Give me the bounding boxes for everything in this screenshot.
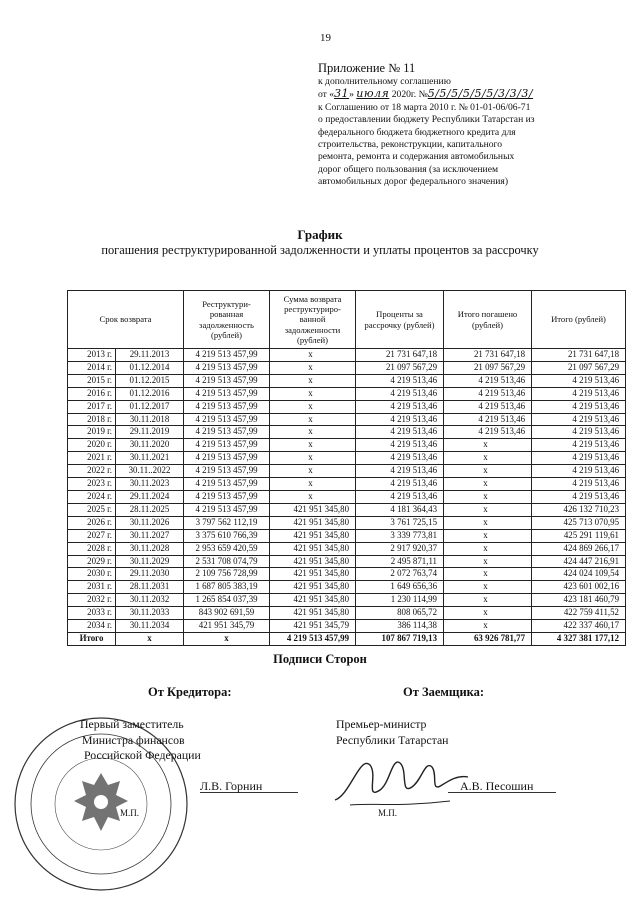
row-repaid: х <box>444 568 532 581</box>
row-year: 2032 г. <box>68 594 116 607</box>
borrower-position-line-1: Премьер-министр <box>336 717 427 731</box>
table-header-row <box>68 291 626 349</box>
row-interest: 4 181 364,43 <box>356 503 444 516</box>
row-restructured-debt: 2 531 708 074,79 <box>184 555 270 568</box>
row-repaid: х <box>444 452 532 465</box>
row-repaid: 4 219 513,46 <box>444 426 532 439</box>
row-restructured-debt: 2 953 659 420,59 <box>184 542 270 555</box>
row-interest: 3 339 773,81 <box>356 529 444 542</box>
row-restructured-debt: 4 219 513 457,99 <box>184 465 270 478</box>
row-return-sum: 421 951 345,80 <box>270 503 356 516</box>
table-row <box>68 439 626 452</box>
row-interest: 1 649 656,36 <box>356 581 444 594</box>
table-row <box>68 529 626 542</box>
row-total: 4 219 513,46 <box>532 426 626 439</box>
row-total: 4 219 513,46 <box>532 452 626 465</box>
row-return-sum: х <box>270 490 356 503</box>
table-row <box>68 387 626 400</box>
row-total: 4 219 513,46 <box>532 413 626 426</box>
row-year: 2021 г. <box>68 452 116 465</box>
row-restructured-debt: 843 902 691,59 <box>184 607 270 620</box>
row-return-sum: х <box>270 452 356 465</box>
row-return-sum: 421 951 345,80 <box>270 607 356 620</box>
row-return-sum: 421 951 345,80 <box>270 555 356 568</box>
creditor-position-line-2: Министра финансов <box>82 732 185 747</box>
table-row <box>68 503 626 516</box>
document-title: График <box>297 227 343 242</box>
appendix-line-9: автомобильных дорог федерального значения) <box>318 176 509 188</box>
page-number: 19 <box>320 32 331 44</box>
table-row <box>68 542 626 555</box>
row-return-sum: х <box>270 387 356 400</box>
table-total-row <box>68 632 626 645</box>
row-return-sum: х <box>270 361 356 374</box>
row-interest: 386 114,38 <box>356 620 444 633</box>
appendix-date-day: 31 <box>334 88 350 101</box>
row-restructured-debt: 4 219 513 457,99 <box>184 452 270 465</box>
row-date: 30.11.2029 <box>116 555 184 568</box>
row-restructured-debt: 3 797 562 112,19 <box>184 516 270 529</box>
row-interest: 4 219 513,46 <box>356 478 444 491</box>
row-total: 423 601 002,16 <box>532 581 626 594</box>
row-restructured-debt: 1 265 854 037,39 <box>184 594 270 607</box>
row-repaid: х <box>444 607 532 620</box>
appendix-block <box>318 60 630 189</box>
table-row <box>68 620 626 633</box>
header-restructured-debt: Реструктури-рованная задолженность (рублей) <box>184 291 270 349</box>
row-year: 2029 г. <box>68 555 116 568</box>
appendix-line-1: к дополнительному соглашению <box>318 76 451 87</box>
row-year: 2025 г. <box>68 503 116 516</box>
row-year: 2020 г. <box>68 439 116 452</box>
header-repaid: Итого погашено (рублей) <box>444 291 532 349</box>
row-total: 4 219 513,46 <box>532 439 626 452</box>
header-return-sum: Сумма возврата реструктуриро-ванной задолженности (рублей) <box>270 291 356 349</box>
appendix-date-month: июля <box>356 88 390 101</box>
row-return-sum: 421 951 345,79 <box>270 620 356 633</box>
row-repaid: х <box>444 439 532 452</box>
table-row <box>68 478 626 491</box>
creditor-position <box>80 717 201 764</box>
row-repaid: х <box>444 478 532 491</box>
row-date: 30.11.2027 <box>116 529 184 542</box>
table-row <box>68 594 626 607</box>
table-row <box>68 452 626 465</box>
row-total: 4 219 513,46 <box>532 374 626 387</box>
row-interest: 808 065,72 <box>356 607 444 620</box>
header-total: Итого (рублей) <box>532 291 626 349</box>
borrower-name: А.В. Песошин <box>460 779 534 793</box>
table-row <box>68 555 626 568</box>
row-interest: 4 219 513,46 <box>356 387 444 400</box>
row-total: 422 759 411,52 <box>532 607 626 620</box>
row-year: 2033 г. <box>68 607 116 620</box>
creditor-position-line-3: Российской Федерации <box>84 748 201 762</box>
row-return-sum: х <box>270 478 356 491</box>
row-return-sum: 421 951 345,80 <box>270 594 356 607</box>
row-interest: 2 072 763,74 <box>356 568 444 581</box>
row-year: 2031 г. <box>68 581 116 594</box>
appendix-agreement-number: 5/5/5/5/5/5/3/3/3/ <box>427 88 534 101</box>
row-year: 2015 г. <box>68 374 116 387</box>
borrower-signature-icon <box>330 745 470 815</box>
row-date: 30.11.2028 <box>116 542 184 555</box>
table-row <box>68 361 626 374</box>
row-total: 21 097 567,29 <box>532 361 626 374</box>
row-total: 4 219 513,46 <box>532 478 626 491</box>
row-total: 4 219 513,46 <box>532 490 626 503</box>
row-repaid: х <box>444 594 532 607</box>
row-date: 29.11.2019 <box>116 426 184 439</box>
row-date: 30.11.2020 <box>116 439 184 452</box>
row-year: 2013 г. <box>68 349 116 362</box>
row-total: 424 024 109,54 <box>532 568 626 581</box>
appendix-line-6: строительства, реконструкции, капитального <box>318 139 503 151</box>
table-row <box>68 465 626 478</box>
row-date: 29.11.2024 <box>116 490 184 503</box>
row-return-sum: 421 951 345,80 <box>270 516 356 529</box>
total-repaid: 63 926 781,77 <box>444 632 532 645</box>
row-repaid: х <box>444 581 532 594</box>
row-date: 28.11.2025 <box>116 503 184 516</box>
header-interest: Проценты за рассрочку (рублей) <box>356 291 444 349</box>
row-restructured-debt: 4 219 513 457,99 <box>184 478 270 491</box>
row-return-sum: х <box>270 400 356 413</box>
row-date: 01.12.2017 <box>116 400 184 413</box>
row-date: 29.11.2013 <box>116 349 184 362</box>
row-total: 426 132 710,23 <box>532 503 626 516</box>
row-interest: 21 731 647,18 <box>356 349 444 362</box>
row-repaid: 21 731 647,18 <box>444 349 532 362</box>
row-year: 2030 г. <box>68 568 116 581</box>
row-date: 28.11.2031 <box>116 581 184 594</box>
borrower-position <box>336 717 449 748</box>
row-year: 2026 г. <box>68 516 116 529</box>
row-restructured-debt: 4 219 513 457,99 <box>184 349 270 362</box>
row-total: 4 219 513,46 <box>532 400 626 413</box>
row-total: 424 447 216,91 <box>532 555 626 568</box>
row-year: 2016 г. <box>68 387 116 400</box>
row-repaid: 4 219 513,46 <box>444 413 532 426</box>
table-row <box>68 400 626 413</box>
creditor-heading: От Кредитора: <box>148 685 232 699</box>
repayment-schedule-table <box>67 290 626 646</box>
borrower-position-line-2: Республики Татарстан <box>336 732 449 747</box>
table-row <box>68 413 626 426</box>
creditor-position-line-1: Первый заместитель <box>80 717 184 731</box>
row-restructured-debt: 4 219 513 457,99 <box>184 503 270 516</box>
table-row <box>68 607 626 620</box>
row-interest: 4 219 513,46 <box>356 400 444 413</box>
appendix-line-3: к Соглашению от 18 марта 2010 г. № 01-01-06/06-71 <box>318 101 531 113</box>
appendix-line-8: дорог общего пользования (за исключением <box>318 163 499 175</box>
row-interest: 4 219 513,46 <box>356 426 444 439</box>
row-restructured-debt: 4 219 513 457,99 <box>184 387 270 400</box>
row-interest: 1 230 114,99 <box>356 594 444 607</box>
table-row <box>68 516 626 529</box>
row-date: 30.11.2026 <box>116 516 184 529</box>
row-return-sum: х <box>270 426 356 439</box>
row-interest: 4 219 513,46 <box>356 413 444 426</box>
row-interest: 4 219 513,46 <box>356 490 444 503</box>
appendix-date-mid: » <box>349 89 357 101</box>
appendix-line-5: федерального бюджета бюджетного кредита для <box>318 126 516 138</box>
row-year: 2034 г. <box>68 620 116 633</box>
row-repaid: х <box>444 465 532 478</box>
row-total: 424 869 266,17 <box>532 542 626 555</box>
row-repaid: 4 219 513,46 <box>444 374 532 387</box>
total-sum: 4 327 381 177,12 <box>532 632 626 645</box>
total-debt: х <box>184 632 270 645</box>
row-restructured-debt: 4 219 513 457,99 <box>184 413 270 426</box>
row-return-sum: 421 951 345,80 <box>270 581 356 594</box>
row-return-sum: х <box>270 439 356 452</box>
table-row <box>68 374 626 387</box>
row-restructured-debt: 4 219 513 457,99 <box>184 426 270 439</box>
row-interest: 4 219 513,46 <box>356 439 444 452</box>
appendix-title: Приложение № 11 <box>318 61 416 75</box>
row-year: 2023 г. <box>68 478 116 491</box>
total-label: Итого <box>68 632 116 645</box>
row-date: 30.11.2018 <box>116 413 184 426</box>
row-date: 01.12.2016 <box>116 387 184 400</box>
appendix-line-7: ремонта, ремонта и содержания автомобильных <box>318 151 515 163</box>
row-year: 2014 г. <box>68 361 116 374</box>
row-repaid: х <box>444 490 532 503</box>
row-restructured-debt: 1 687 805 383,19 <box>184 581 270 594</box>
row-year: 2024 г. <box>68 490 116 503</box>
row-restructured-debt: 4 219 513 457,99 <box>184 361 270 374</box>
row-return-sum: х <box>270 465 356 478</box>
row-restructured-debt: 421 951 345,79 <box>184 620 270 633</box>
creditor-name: Л.В. Горнин <box>200 779 263 793</box>
row-date: 30.11.2021 <box>116 452 184 465</box>
row-year: 2018 г. <box>68 413 116 426</box>
row-interest: 2 917 920,37 <box>356 542 444 555</box>
row-interest: 4 219 513,46 <box>356 452 444 465</box>
table-row <box>68 568 626 581</box>
row-total: 4 219 513,46 <box>532 465 626 478</box>
row-total: 425 291 119,61 <box>532 529 626 542</box>
row-date: 01.12.2014 <box>116 361 184 374</box>
row-repaid: х <box>444 555 532 568</box>
row-year: 2022 г. <box>68 465 116 478</box>
row-date: 30.11.2032 <box>116 594 184 607</box>
row-restructured-debt: 4 219 513 457,99 <box>184 490 270 503</box>
row-return-sum: 421 951 345,80 <box>270 529 356 542</box>
row-interest: 3 761 725,15 <box>356 516 444 529</box>
row-interest: 4 219 513,46 <box>356 374 444 387</box>
row-repaid: х <box>444 620 532 633</box>
creditor-mp: М.П. <box>120 808 140 818</box>
total-interest: 107 867 719,13 <box>356 632 444 645</box>
row-repaid: х <box>444 529 532 542</box>
row-restructured-debt: 4 219 513 457,99 <box>184 374 270 387</box>
row-restructured-debt: 4 219 513 457,99 <box>184 400 270 413</box>
row-repaid: х <box>444 542 532 555</box>
row-total: 422 337 460,17 <box>532 620 626 633</box>
row-repaid: 21 097 567,29 <box>444 361 532 374</box>
row-year: 2019 г. <box>68 426 116 439</box>
borrower-heading: От Заемщика: <box>403 685 485 699</box>
row-year: 2027 г. <box>68 529 116 542</box>
appendix-date-year: 2020г. № <box>389 89 428 101</box>
row-restructured-debt: 4 219 513 457,99 <box>184 439 270 452</box>
row-interest: 21 097 567,29 <box>356 361 444 374</box>
row-date: 29.11.2030 <box>116 568 184 581</box>
row-date: 30.11.2023 <box>116 478 184 491</box>
row-repaid: х <box>444 503 532 516</box>
row-date: 01.12.2015 <box>116 374 184 387</box>
row-year: 2028 г. <box>68 542 116 555</box>
row-total: 425 713 070,95 <box>532 516 626 529</box>
header-date: Срок возврата <box>68 291 184 349</box>
table-row <box>68 349 626 362</box>
total-date: х <box>116 632 184 645</box>
total-return: 4 219 513 457,99 <box>270 632 356 645</box>
signatures-title: Подписи Сторон <box>273 652 367 666</box>
row-date: 30.11.2034 <box>116 620 184 633</box>
table-row <box>68 426 626 439</box>
appendix-line-4: о предоставлении бюджету Республики Татарстан из <box>318 114 535 126</box>
row-year: 2017 г. <box>68 400 116 413</box>
row-date: 30.11.2033 <box>116 607 184 620</box>
row-return-sum: х <box>270 349 356 362</box>
table-row <box>68 581 626 594</box>
row-total: 21 731 647,18 <box>532 349 626 362</box>
row-restructured-debt: 2 109 756 728,99 <box>184 568 270 581</box>
row-repaid: х <box>444 516 532 529</box>
row-repaid: 4 219 513,46 <box>444 387 532 400</box>
row-date: 30.11..2022 <box>116 465 184 478</box>
row-total: 4 219 513,46 <box>532 387 626 400</box>
borrower-mp: М.П. <box>378 808 398 818</box>
row-return-sum: 421 951 345,80 <box>270 542 356 555</box>
document-subtitle: погашения реструктурированной задолженности и уплаты процентов за рассрочку <box>101 243 539 257</box>
table-row <box>68 490 626 503</box>
row-return-sum: х <box>270 374 356 387</box>
appendix-date-prefix: от « <box>318 89 335 101</box>
appendix-line-2 <box>318 88 630 101</box>
row-return-sum: х <box>270 413 356 426</box>
row-interest: 2 495 871,11 <box>356 555 444 568</box>
row-repaid: 4 219 513,46 <box>444 400 532 413</box>
row-return-sum: 421 951 345,80 <box>270 568 356 581</box>
row-interest: 4 219 513,46 <box>356 465 444 478</box>
row-restructured-debt: 3 375 610 766,39 <box>184 529 270 542</box>
row-total: 423 181 460,79 <box>532 594 626 607</box>
